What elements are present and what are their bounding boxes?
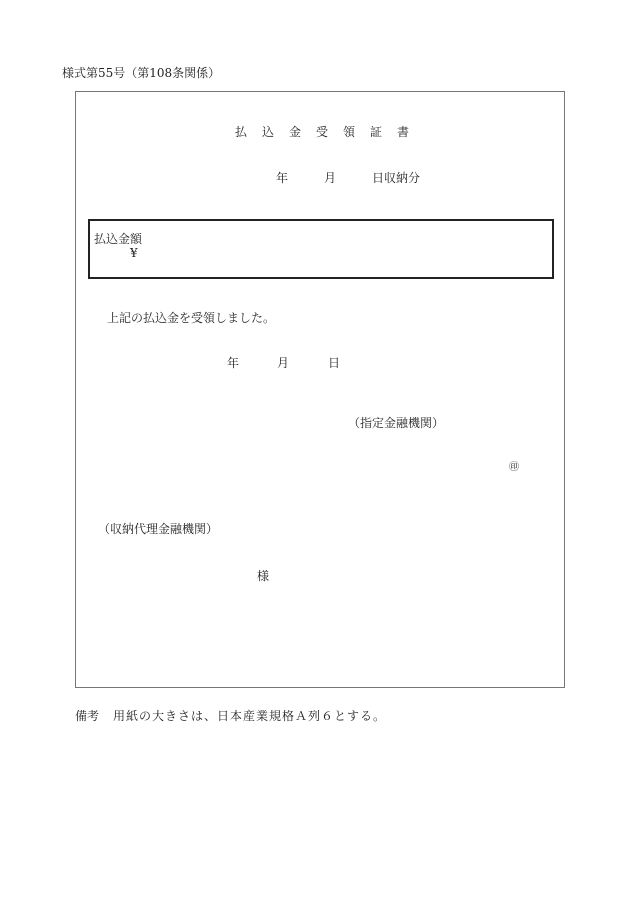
document-title: 払込金受領証書 <box>235 125 425 139</box>
designated-institution-label: （指定金融機関） <box>348 416 445 430</box>
payment-day-label: 日収納分 <box>372 171 421 185</box>
note-label: 備考 <box>75 709 100 723</box>
receipt-month-label: 月 <box>277 356 290 370</box>
form-frame <box>75 91 565 688</box>
amount-label: 払込金額 <box>94 232 143 246</box>
seal-mark-icon: ㊞ <box>509 462 519 473</box>
receipt-year-label: 年 <box>227 356 240 370</box>
receipt-statement: 上記の払込金を受領しました。 <box>107 311 276 325</box>
form-number: 様式第55号（第108条関係） <box>62 66 221 80</box>
receipt-day-label: 日 <box>328 356 341 370</box>
honorific-label: 様 <box>257 569 270 583</box>
amount-box <box>88 219 554 279</box>
payment-year-label: 年 <box>276 171 289 185</box>
yen-symbol: ¥ <box>130 246 138 260</box>
note-text: 用紙の大きさは、日本産業規格Ａ列６とする。 <box>113 709 387 723</box>
collection-agent-label: （収納代理金融機関） <box>98 522 219 536</box>
payment-month-label: 月 <box>324 171 337 185</box>
